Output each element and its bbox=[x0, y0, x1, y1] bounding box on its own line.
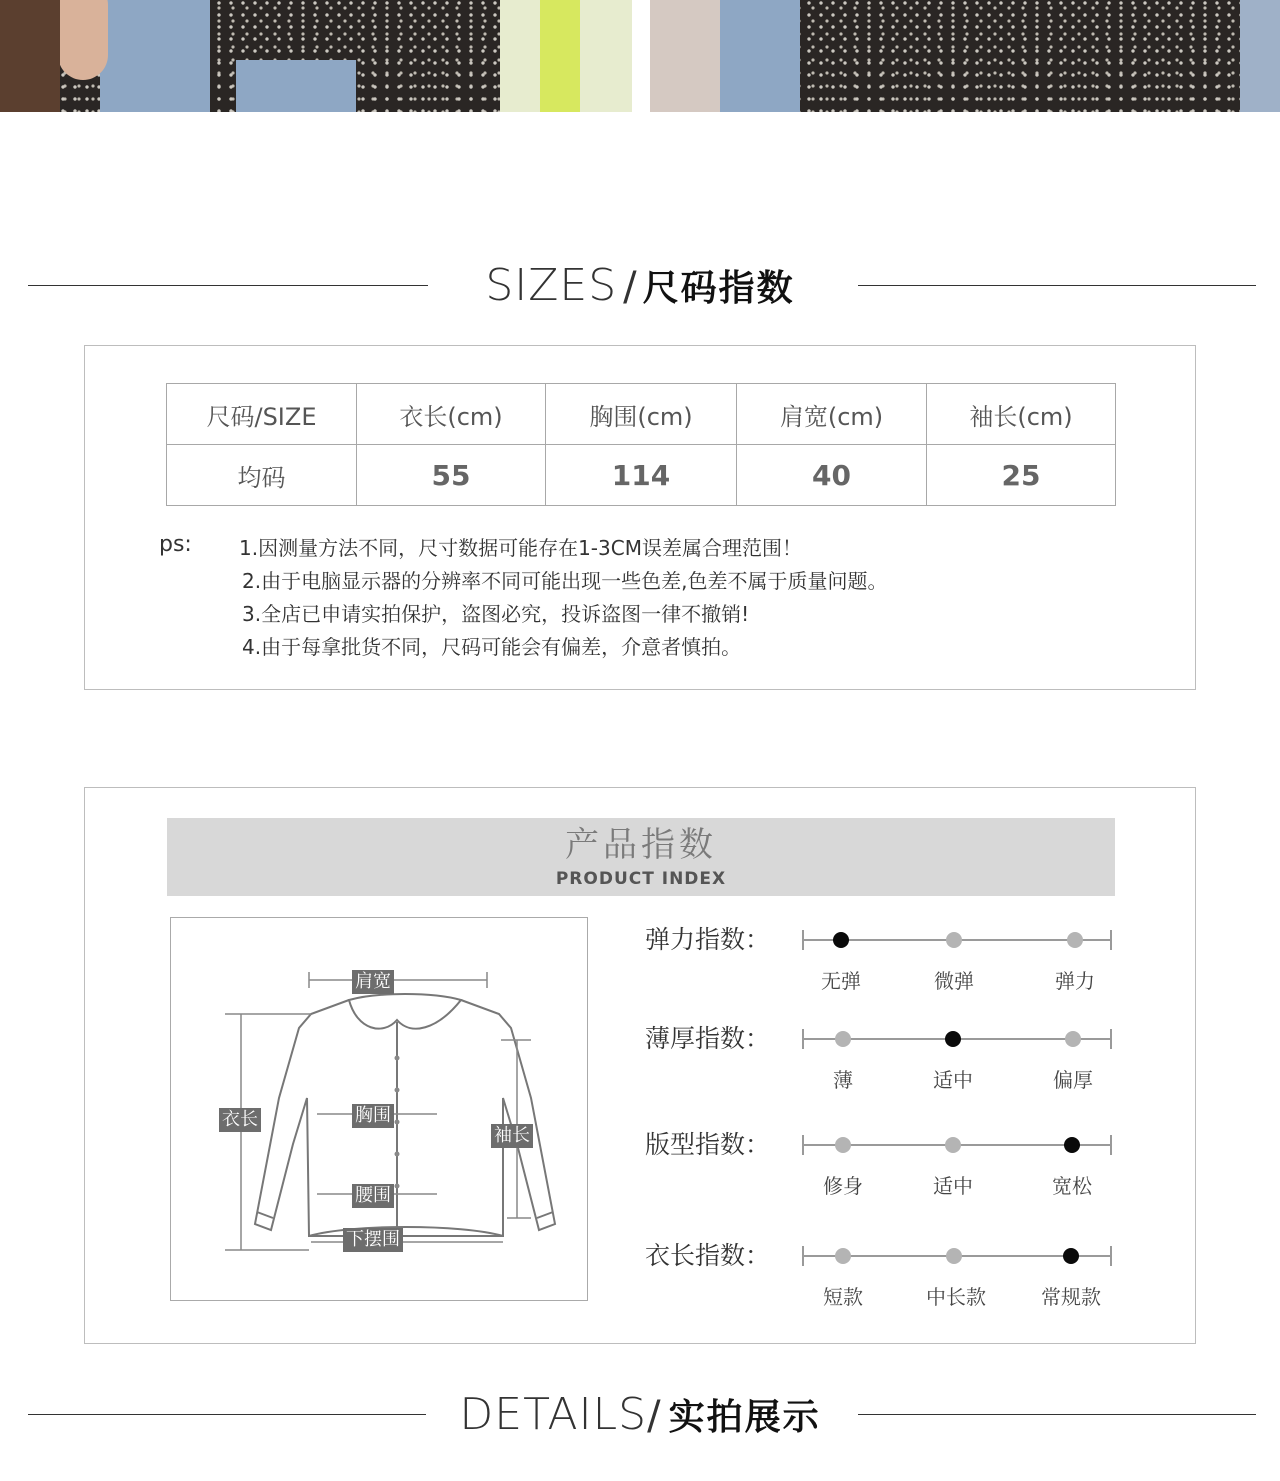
table-cell: 25 bbox=[927, 445, 1116, 506]
jeans-area bbox=[100, 0, 210, 112]
size-chart-panel bbox=[84, 345, 1196, 690]
sizes-section-header bbox=[0, 256, 1280, 316]
garment-measurement-diagram bbox=[170, 917, 588, 1301]
note-item: 4.由于每拿批货不同，尺码可能会有偏差，介意者慎拍。 bbox=[242, 635, 742, 659]
details-title-zh: 实拍展示 bbox=[668, 1397, 821, 1438]
rating-label: 版型指数： bbox=[645, 1130, 771, 1159]
rating-option: 薄 bbox=[833, 1068, 853, 1092]
rating-dot bbox=[946, 1248, 962, 1264]
rating-fit bbox=[645, 1128, 1125, 1208]
label-sleeve: 袖长 bbox=[491, 1124, 533, 1148]
table-header-cell: 尺码/SIZE bbox=[167, 384, 357, 445]
table-header-cell: 衣长(cm) bbox=[357, 384, 546, 445]
table-header-cell: 胸围(cm) bbox=[546, 384, 737, 445]
size-table bbox=[166, 383, 1116, 506]
rating-option: 短款 bbox=[823, 1285, 863, 1309]
rating-option: 宽松 bbox=[1052, 1174, 1092, 1198]
rating-thickness bbox=[645, 1022, 1125, 1102]
table-cell: 55 bbox=[357, 445, 546, 506]
label-length: 衣长 bbox=[219, 1108, 261, 1132]
rating-dot bbox=[1064, 1137, 1080, 1153]
rating-option: 适中 bbox=[933, 1068, 973, 1092]
note-item: 1.因测量方法不同，尺寸数据可能存在1-3CM误差属合理范围！ bbox=[239, 536, 802, 560]
details-section-header bbox=[0, 1385, 1280, 1445]
table-cell: 40 bbox=[737, 445, 927, 506]
table-cell-size: 均码 bbox=[167, 445, 357, 506]
table-row bbox=[167, 445, 1116, 506]
product-index-banner bbox=[167, 818, 1115, 896]
rating-dot bbox=[835, 1248, 851, 1264]
rating-dot bbox=[945, 1031, 961, 1047]
rating-dot bbox=[945, 1137, 961, 1153]
rating-option: 中长款 bbox=[926, 1285, 986, 1309]
rating-option: 常规款 bbox=[1041, 1285, 1101, 1309]
sizes-title-zh: 尺码指数 bbox=[642, 268, 795, 309]
label-chest: 胸围 bbox=[352, 1104, 394, 1128]
rating-option: 偏厚 bbox=[1053, 1068, 1093, 1092]
product-photo-left bbox=[0, 0, 632, 112]
label-shoulder: 肩宽 bbox=[352, 970, 394, 994]
sizes-title: SIZES / 尺码指数 bbox=[485, 260, 795, 311]
sizes-title-en: SIZES bbox=[485, 260, 618, 311]
rating-dot bbox=[1067, 932, 1083, 948]
rating-label: 弹力指数： bbox=[645, 925, 771, 954]
details-title: DETAILS/ 实拍展示 bbox=[459, 1389, 821, 1440]
hand bbox=[58, 0, 108, 80]
rating-option: 弹力 bbox=[1055, 969, 1095, 993]
rating-option: 修身 bbox=[823, 1174, 863, 1198]
rating-label: 衣长指数： bbox=[645, 1241, 771, 1270]
rating-dot bbox=[1063, 1248, 1079, 1264]
note-item: 3.全店已申请实拍保护，盗图必究，投诉盗图一律不撤销! bbox=[242, 602, 750, 626]
rating-label: 薄厚指数： bbox=[645, 1024, 771, 1053]
rating-option: 适中 bbox=[933, 1174, 973, 1198]
rating-dot bbox=[833, 932, 849, 948]
table-header-cell: 肩宽(cm) bbox=[737, 384, 927, 445]
rating-option: 无弹 bbox=[821, 969, 861, 993]
table-header-cell: 袖长(cm) bbox=[927, 384, 1116, 445]
product-index-panel bbox=[84, 787, 1196, 1344]
product-photo-right bbox=[650, 0, 1280, 112]
rating-dot bbox=[1065, 1031, 1081, 1047]
notes-label: ps: bbox=[159, 532, 192, 557]
rating-dot bbox=[835, 1031, 851, 1047]
details-title-en: DETAILS bbox=[459, 1389, 648, 1440]
rating-length bbox=[645, 1239, 1125, 1319]
product-index-title-en: PRODUCT INDEX bbox=[555, 869, 727, 889]
rating-elasticity bbox=[645, 923, 1125, 1003]
note-item: 2.由于电脑显示器的分辨率不同可能出现一些色差,色差不属于质量问题。 bbox=[242, 569, 888, 593]
table-header-row bbox=[167, 384, 1116, 445]
product-index-title-zh: 产品指数 bbox=[565, 825, 717, 865]
rating-dot bbox=[835, 1137, 851, 1153]
label-hem: 下摆围 bbox=[343, 1228, 403, 1252]
rating-dot bbox=[946, 932, 962, 948]
notes-list bbox=[239, 532, 887, 664]
rating-option: 微弹 bbox=[934, 969, 974, 993]
table-cell: 114 bbox=[546, 445, 737, 506]
label-waist: 腰围 bbox=[352, 1184, 394, 1208]
